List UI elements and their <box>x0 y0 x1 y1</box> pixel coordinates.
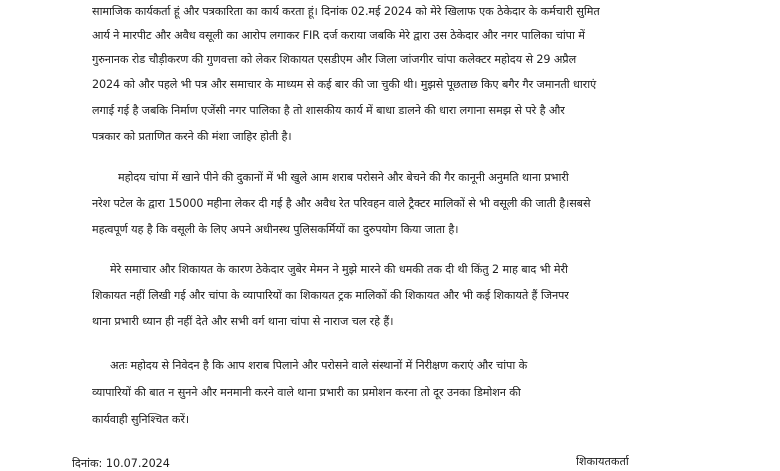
complainant-label: शिकायतकर्ता <box>576 455 629 468</box>
letter-date: दिनांक: 10.07.2024 <box>72 457 170 470</box>
paragraph-line: गुरुनानक रोड चौड़ीकरण की गुणवत्ता को लेकर शिकायत एसडीएम और जिला जांजगीर चांपा कलेक्टर महोदय से 29 अप्रैल <box>92 53 577 66</box>
paragraph-line: पत्रकार को प्रताणित करने की मंशा जाहिर होती है। <box>92 130 292 143</box>
paragraph-line: सामाजिक कार्यकर्ता हूं और पत्रकारिता का कार्य करता हूं। दिनांक 02.मई 2024 को मेरे खिलाफ एक ठेकेदार के कर्मचारी सुमित <box>92 5 600 18</box>
paragraph-line: व्यापारियों की बात न सुनने और मनमानी करने वाले थाना प्रभारी का प्रमोशन करना तो दूर उनका डिमोशन की <box>92 386 521 399</box>
paragraph-line: लगाई गई है जबकि निर्माण एजेंसी नगर पालिका है तो शासकीय कार्य में बाधा डालने की धारा लगाना समझ से परे है और <box>92 104 565 117</box>
paragraph-line: 2024 को और पहले भी पत्र और समाचार के माध्यम से कई बार की जा चुकी थी। मुझसे पूछताछ किए बगैर गैर जमानती धाराएं <box>92 78 597 91</box>
paragraph-line: कार्यवाही सुनिश्चित करें। <box>92 413 189 426</box>
paragraph-line: महत्वपूर्ण यह है कि वसूली के लिए अपने अधीनस्थ पुलिसकर्मियों का दुरुपयोग किया जाता है। <box>92 223 459 236</box>
paragraph-line: थाना प्रभारी ध्यान ही नहीं देते और सभी वर्ग थाना चांपा से नाराज चल रहे हैं। <box>92 315 394 328</box>
paragraph-line: शिकायत नहीं लिखी गई और चांपा के व्यापारियों का शिकायत ट्रक मालिकों की शिकायत और भी कई शिकायते हैं जिनपर <box>92 289 569 302</box>
paragraph-line: नरेश पटेल के द्वारा 15000 महीना लेकर दी गई है और अवैध रेत परिवहन वाले ट्रैक्टर मालिकों से भी वसूली की जाती है।सबसे <box>92 197 591 210</box>
paragraph-line: मेरे समाचार और शिकायत के कारण ठेकेदार जुबेर मेमन ने मुझे मारने की धमकी तक दी थी किंतु 2 माह बाद भी मेरी <box>110 263 568 276</box>
paragraph-line: महोदय चांपा में खाने पीने की दुकानों में भी खुले आम शराब परोसने और बेचने की गैर कानूनी अनुमति थाना प्रभारी <box>118 171 569 184</box>
signature-row <box>0 455 780 470</box>
paragraph-line: आर्य ने मारपीट और अवैध वसूली का आरोप लगाकर FIR दर्ज कराया जबकि मेरे द्वारा उस ठेकेदार और नगर पालिका चांपा में <box>92 29 585 42</box>
paragraph-line: अतः महोदय से निवेदन है कि आप शराब पिलाने और परोसने वाले संस्थानों में निरीक्षण कराएं और चांपा के <box>110 359 528 372</box>
